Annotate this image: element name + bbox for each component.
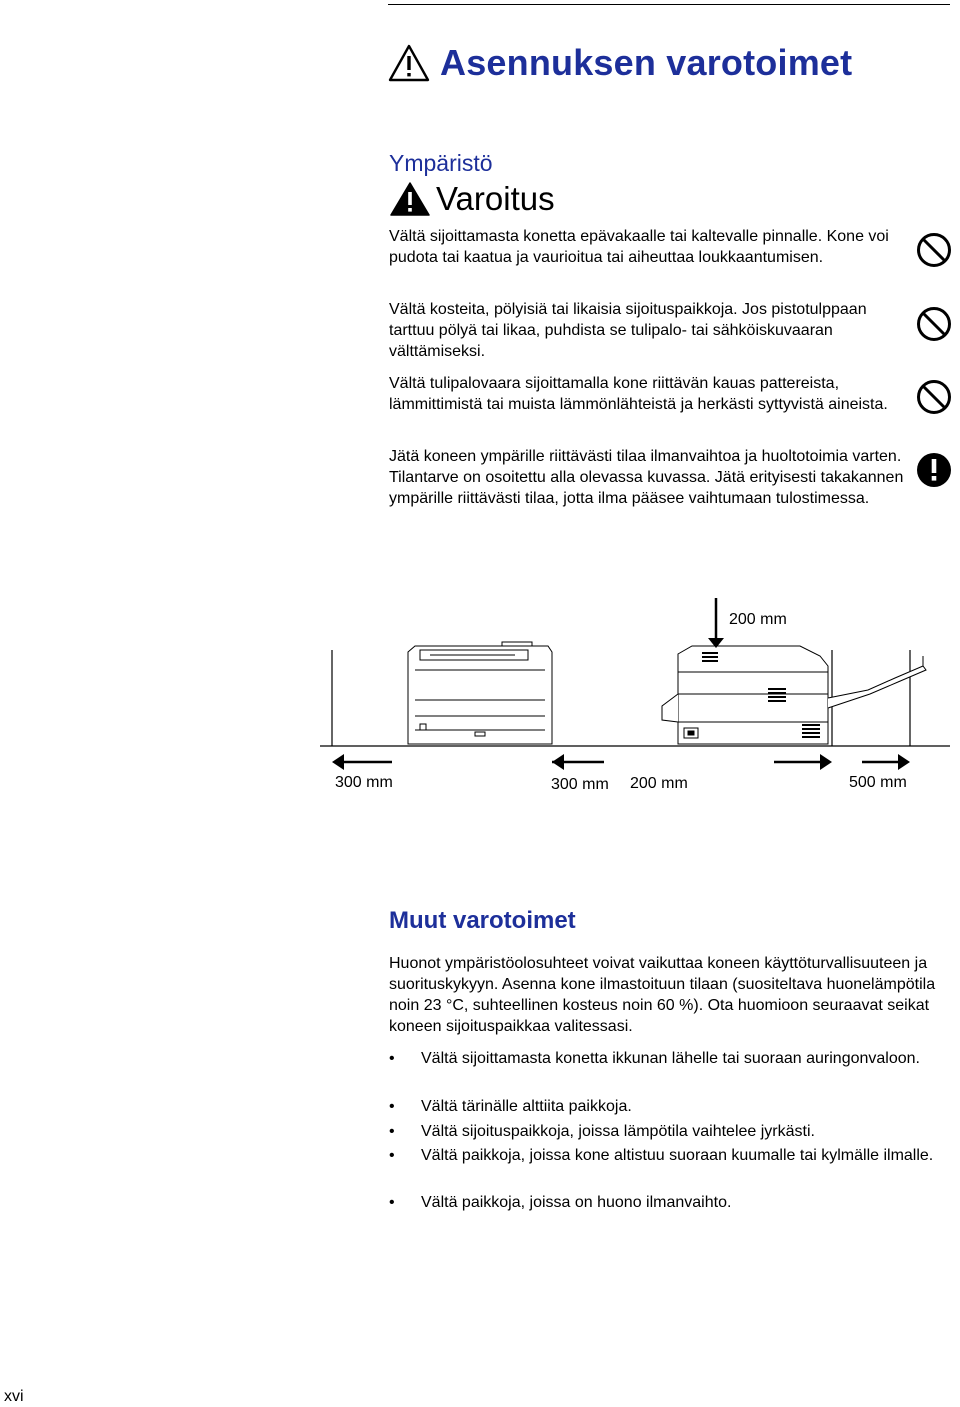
prohibition-icon [916, 232, 952, 268]
bullet-icon: • [389, 1098, 395, 1115]
printer-front-view [408, 642, 552, 744]
list-item [389, 1192, 960, 1213]
list-item-text: Vältä paikkoja, joissa on huono ilmanvaihto. [421, 1194, 732, 1211]
list-item-text: Vältä sijoituspaikkoja, joissa lämpötila vaihtelee jyrkästi. [421, 1123, 815, 1140]
clearance-front-label: 300 mm [551, 776, 609, 793]
environment-paragraph-2: Vältä kosteita, pölyisiä tai likaisia sijoituspaikkoja. Jos pistotulppaan tarttuu pölyä tai likaa, puhdista se tulipalo- tai sähköiskuvaaran välttämiseksi. [389, 301, 867, 360]
mandatory-action-icon [916, 452, 952, 488]
environment-paragraph-4: Jätä koneen ympärille riittävästi tilaa ilmanvaihtoa ja huoltotoimia varten. Tilantarve on osoitettu alla olevassa kuvassa. Jätä erityisesti takakannen ympärille riittävästi tilaa, jotta ilma pääsee vaihtumaan tulostimessa. [389, 448, 904, 507]
other-paragraph: Huonot ympäristöolosuhteet voivat vaikuttaa koneen käyttöturvallisuuteen ja suorituskykyyn. Asenna kone ilmastoituun tilaan (suositeltava huonelämpötila noin 23 °C, suhteellinen kosteus noin 60 %). Ota huomioon seuraavat seikat koneen sijoituspaikkaa valitessasi. [389, 955, 936, 1035]
section-heading-environment: Ympäristö [389, 150, 493, 176]
clearance-right-label: 500 mm [849, 774, 907, 791]
bullet-icon: • [389, 1194, 395, 1211]
environment-paragraph-1: Vältä sijoittamasta konetta epävakaalle tai kaltevalle pinnalle. Kone voi pudota tai kaatua ja vaurioitua tai aiheuttaa loukkaantumisen. [389, 228, 889, 266]
printer-side-view [662, 646, 926, 744]
list-item-text: Vältä paikkoja, joissa kone altistuu suoraan kuumalle tai kylmälle ilmalle. [421, 1147, 934, 1164]
page-title: Asennuksen varotoimet [440, 42, 853, 83]
warning-label [390, 180, 555, 218]
list-item [389, 1096, 960, 1117]
header-rule [388, 4, 950, 5]
warning-title: Varoitus [436, 180, 555, 217]
caution-triangle-icon [388, 44, 430, 82]
list-item-text: Vältä sijoittamasta konetta ikkunan lähelle tai suoraan auringonvaloon. [421, 1050, 920, 1067]
bullet-icon: • [389, 1123, 395, 1140]
section-heading-other: Muut varotoimet [389, 907, 576, 934]
page-header [388, 42, 852, 84]
list-item [389, 1048, 960, 1090]
environment-paragraph-3: Vältä tulipalovaara sijoittamalla kone riittävän kauas pattereista, lämmittimistä tai muista lämmönlähteistä ja herkästi syttyvistä aineista. [389, 375, 888, 413]
bullet-icon: • [389, 1147, 395, 1164]
page-number: xvi [4, 1388, 24, 1405]
clearance-left-label: 300 mm [335, 774, 393, 791]
clearance-rear-label: 200 mm [630, 775, 688, 792]
prohibition-icon [916, 306, 952, 342]
bullet-icon: • [389, 1050, 395, 1067]
warning-icon [390, 182, 430, 216]
prohibition-icon [916, 379, 952, 415]
list-item [389, 1145, 960, 1187]
clearance-top-label: 200 mm [729, 611, 787, 628]
list-item [389, 1121, 960, 1142]
list-item-text: Vältä tärinälle alttiita paikkoja. [421, 1098, 632, 1115]
